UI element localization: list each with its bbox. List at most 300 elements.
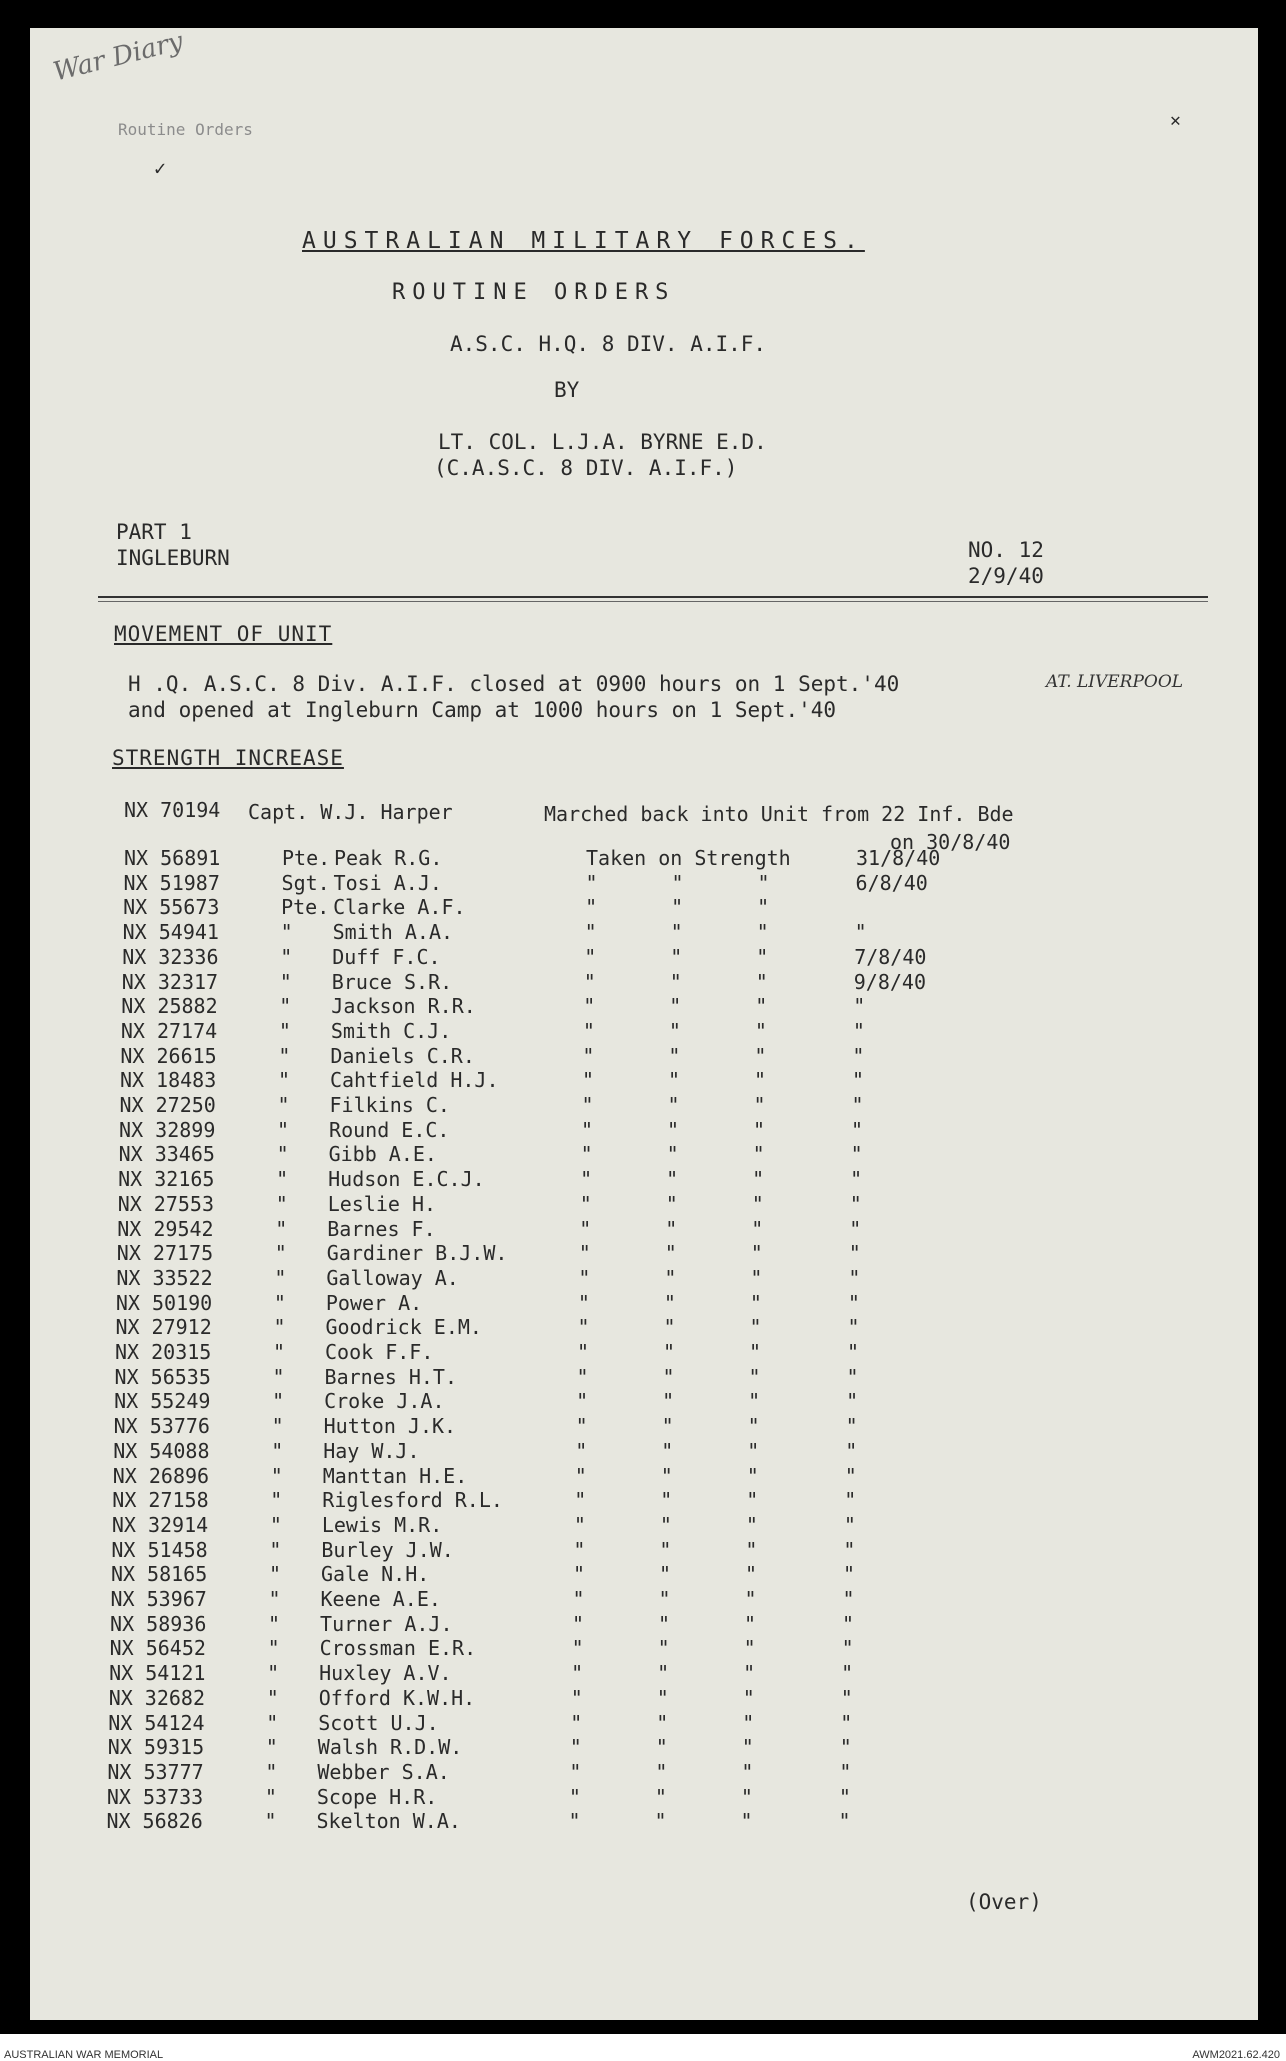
- status-cell: ": [575, 1414, 588, 1439]
- name-cell: Bruce S.R.: [331, 969, 453, 994]
- ditto-cell: ": [757, 895, 770, 920]
- name-cell: Cahtfield H.J.: [329, 1068, 499, 1093]
- service-number: NX 32317: [121, 969, 219, 994]
- ditto-cell: ": [742, 1685, 755, 1710]
- date-cell: ": [841, 1661, 854, 1686]
- table-row: [120, 1068, 1020, 1092]
- date-cell: ": [846, 1389, 859, 1414]
- service-number: NX 53967: [110, 1587, 207, 1611]
- ditto-cell: ": [663, 1340, 676, 1364]
- status-cell: ": [579, 1216, 592, 1241]
- ditto-cell: ": [664, 1241, 677, 1266]
- status-cell: ": [570, 1710, 583, 1735]
- first-entry-number: NX 70194: [124, 798, 221, 822]
- name-cell: Smith A.A.: [332, 920, 454, 945]
- ditto-cell: ": [668, 1043, 681, 1068]
- service-number: NX 18483: [119, 1068, 217, 1093]
- status-cell: ": [584, 944, 597, 969]
- table-row: [119, 1142, 1019, 1166]
- table-row: [107, 1760, 1007, 1784]
- rank-cell: ": [265, 1735, 278, 1760]
- rank-cell: Pte.: [282, 846, 331, 870]
- rank-cell: ": [270, 1463, 283, 1488]
- status-cell: ": [571, 1636, 584, 1661]
- status-cell: ": [580, 1167, 593, 1192]
- ditto-cell: ": [658, 1587, 671, 1611]
- rank-cell: ": [276, 1142, 289, 1167]
- date-cell: ": [839, 1759, 852, 1784]
- service-number: NX 53776: [113, 1414, 210, 1439]
- ditto-cell: ": [749, 1290, 762, 1315]
- ditto-cell: ": [654, 1784, 667, 1809]
- rank-cell: ": [272, 1389, 285, 1414]
- ditto-cell: ": [671, 870, 684, 895]
- name-cell: Goodrick E.M.: [325, 1315, 482, 1340]
- ditto-cell: ": [753, 1093, 766, 1117]
- service-number: NX 56891: [124, 846, 221, 870]
- date-cell: ": [847, 1315, 860, 1340]
- order-date: 2/9/40: [968, 564, 1044, 588]
- status-cell: ": [568, 1784, 581, 1809]
- date-cell: 6/8/40: [855, 870, 928, 895]
- service-number: NX 26615: [120, 1043, 217, 1068]
- ditto-cell: ": [663, 1315, 676, 1340]
- service-number: NX 27158: [112, 1488, 209, 1513]
- ditto-cell: ": [741, 1735, 754, 1760]
- ditto-cell: ": [745, 1537, 758, 1562]
- table-row: [120, 1093, 1020, 1117]
- table-row: [109, 1661, 1009, 1685]
- service-number: NX 33522: [116, 1265, 213, 1290]
- ditto-cell: ": [658, 1562, 671, 1587]
- table-row: [120, 1044, 1020, 1068]
- ditto-cell: ": [659, 1512, 672, 1537]
- table-row: [106, 1809, 1006, 1833]
- rank-cell: ": [264, 1784, 277, 1809]
- table-row: [122, 945, 1022, 969]
- ditto-cell: ": [748, 1389, 761, 1414]
- name-cell: Gardiner B.J.W.: [326, 1241, 508, 1266]
- name-cell: Hudson E.C.J.: [328, 1167, 485, 1192]
- service-number: NX 32682: [108, 1685, 206, 1710]
- first-entry-action: Marched back into Unit from 22 Inf. Bde: [544, 802, 1014, 826]
- ditto-cell: ": [750, 1241, 763, 1266]
- rank-cell: ": [268, 1562, 281, 1587]
- rank-cell: ": [279, 969, 292, 994]
- name-cell: Filkins C.: [329, 1093, 450, 1117]
- name-cell: Barnes H.T.: [324, 1364, 457, 1389]
- table-row: [110, 1612, 1010, 1636]
- name-cell: Huxley A.V.: [319, 1661, 452, 1686]
- date-cell: ": [844, 1463, 857, 1488]
- status-cell: ": [581, 1068, 594, 1093]
- part-label: PART 1: [116, 520, 192, 544]
- status-cell: ": [582, 1043, 595, 1068]
- ditto-cell: ": [752, 1142, 765, 1167]
- status-cell: ": [577, 1315, 590, 1340]
- rank-cell: ": [269, 1537, 282, 1562]
- service-number: NX 32914: [111, 1512, 209, 1537]
- first-entry-name: Capt. W.J. Harper: [248, 800, 453, 824]
- ditto-cell: ": [654, 1809, 667, 1834]
- ditto-cell: ": [744, 1562, 757, 1587]
- date-cell: ": [842, 1587, 855, 1611]
- status-cell: ": [578, 1265, 591, 1290]
- table-row: [124, 871, 1024, 895]
- name-cell: Daniels C.R.: [330, 1043, 475, 1068]
- status-cell: ": [579, 1191, 592, 1216]
- status-cell: ": [570, 1685, 583, 1710]
- status-cell: ": [573, 1512, 586, 1537]
- page-title: AUSTRALIAN MILITARY FORCES.: [302, 228, 865, 254]
- ditto-cell: ": [665, 1216, 678, 1241]
- ditto-cell: ": [756, 944, 769, 969]
- table-row: [114, 1389, 1014, 1413]
- table-row: [116, 1291, 1016, 1315]
- service-number: NX 20315: [115, 1340, 212, 1364]
- name-cell: Manttan H.E.: [322, 1463, 468, 1488]
- date-cell: ": [848, 1265, 861, 1290]
- status-cell: ": [583, 969, 596, 994]
- ditto-cell: ": [751, 1216, 764, 1241]
- name-cell: Lewis M.R.: [321, 1512, 443, 1537]
- ditto-cell: ": [656, 1710, 669, 1735]
- table-row: [111, 1587, 1011, 1611]
- ditto-cell: ": [669, 994, 682, 1019]
- table-row: [117, 1241, 1017, 1265]
- divider-rule-2: [98, 601, 1208, 602]
- rank-cell: ": [280, 944, 293, 969]
- ditto-cell: ": [745, 1512, 758, 1537]
- date-cell: ": [852, 1043, 865, 1068]
- date-cell: ": [850, 1167, 863, 1192]
- rank-cell: ": [280, 920, 293, 945]
- status-cell: ": [583, 994, 596, 1019]
- name-cell: Barnes F.: [327, 1216, 436, 1241]
- rank-cell: ": [275, 1216, 288, 1241]
- ditto-cell: ": [746, 1463, 759, 1488]
- table-row: [116, 1266, 1016, 1290]
- ditto-cell: ": [666, 1167, 679, 1192]
- ditto-cell: ": [665, 1191, 678, 1216]
- date-cell: 7/8/40: [854, 944, 927, 969]
- ditto-cell: ": [752, 1167, 765, 1192]
- document-page: [30, 28, 1258, 2020]
- table-row: [109, 1686, 1009, 1710]
- date-cell: ": [850, 1142, 863, 1167]
- rank-cell: ": [279, 994, 292, 1019]
- archive-credit: AUSTRALIAN WAR MEMORIAL: [4, 2049, 164, 2061]
- over-note: (Over): [966, 1890, 1042, 1914]
- date-cell: ": [849, 1216, 862, 1241]
- ditto-cell: ": [667, 1093, 680, 1117]
- first-entry-date: on 30/8/40: [890, 830, 1011, 854]
- status-cell: Taken on Strength: [586, 846, 791, 870]
- name-cell: Gale N.H.: [320, 1562, 430, 1587]
- ditto-cell: ": [657, 1636, 670, 1661]
- date-cell: ": [854, 920, 867, 945]
- service-number: NX 53777: [107, 1759, 204, 1784]
- ditto-cell: ": [670, 920, 683, 945]
- rank-cell: ": [272, 1364, 285, 1389]
- rank-cell: Pte.: [281, 895, 330, 920]
- rank-cell: ": [273, 1315, 286, 1340]
- name-cell: Peak R.G.: [334, 846, 443, 870]
- rank-cell: ": [278, 1018, 291, 1043]
- name-cell: Galloway A.: [326, 1265, 459, 1290]
- table-row: [113, 1439, 1013, 1463]
- table-row: [107, 1785, 1007, 1809]
- rank-cell: ": [269, 1512, 282, 1537]
- ditto-cell: ": [656, 1685, 669, 1710]
- service-number: NX 55673: [123, 895, 220, 920]
- rank-cell: ": [267, 1636, 280, 1661]
- rank-cell: ": [270, 1488, 283, 1513]
- rank-cell: ": [274, 1241, 287, 1266]
- location-label: INGLEBURN: [116, 546, 230, 570]
- name-cell: Hay W.J.: [323, 1438, 420, 1463]
- ditto-cell: ": [655, 1735, 668, 1760]
- ditto-cell: ": [660, 1488, 673, 1513]
- tick-mark-icon: ✓: [154, 156, 167, 180]
- rank-cell: ": [278, 1043, 291, 1068]
- service-number: NX 27250: [119, 1093, 216, 1117]
- divider-rule: [98, 596, 1208, 598]
- table-row: [111, 1538, 1011, 1562]
- service-number: NX 56826: [106, 1809, 203, 1834]
- rank-cell: ": [274, 1265, 287, 1290]
- status-cell: ": [584, 920, 597, 945]
- service-number: NX 32899: [119, 1117, 216, 1142]
- ditto-cell: ": [657, 1661, 670, 1686]
- table-row: [113, 1464, 1013, 1488]
- date-cell: ": [838, 1784, 851, 1809]
- service-number: NX 58165: [110, 1562, 208, 1587]
- rank-cell: ": [271, 1414, 284, 1439]
- table-row: [119, 1118, 1019, 1142]
- status-cell: ": [572, 1562, 585, 1587]
- rank-cell: ": [273, 1340, 286, 1364]
- date-cell: ": [847, 1340, 860, 1364]
- date-cell: ": [845, 1438, 858, 1463]
- date-cell: ": [851, 1068, 864, 1093]
- table-row: [122, 970, 1022, 994]
- table-row: [124, 846, 1024, 870]
- ditto-cell: ": [740, 1809, 753, 1834]
- table-row: [110, 1636, 1010, 1660]
- date-cell: 31/8/40: [856, 846, 941, 870]
- service-number: NX 54941: [122, 920, 219, 945]
- name-cell: Offord K.W.H.: [318, 1685, 476, 1710]
- rank-cell: ": [275, 1191, 288, 1216]
- date-cell: ": [849, 1191, 862, 1216]
- service-number: NX 54121: [109, 1661, 206, 1686]
- officer-role: (C.A.S.C. 8 DIV. A.I.F.): [434, 456, 738, 480]
- name-cell: Jackson R.R.: [331, 994, 476, 1019]
- ditto-cell: ": [659, 1537, 672, 1562]
- ditto-cell: ": [661, 1438, 674, 1463]
- service-number: NX 26896: [112, 1463, 210, 1488]
- table-row: [118, 1192, 1018, 1216]
- date-cell: ": [842, 1611, 855, 1636]
- service-number: NX 59315: [107, 1735, 205, 1760]
- name-cell: Keene A.E.: [320, 1587, 441, 1611]
- by-line: BY: [554, 378, 580, 402]
- ditto-cell: ": [755, 969, 768, 994]
- status-cell: ": [581, 1093, 594, 1117]
- table-row: [112, 1513, 1012, 1537]
- ditto-cell: ": [750, 1265, 763, 1290]
- service-number: NX 53733: [106, 1784, 204, 1809]
- name-cell: Croke J.A.: [324, 1389, 445, 1414]
- ditto-cell: ": [743, 1661, 756, 1686]
- date-cell: ": [840, 1685, 853, 1710]
- status-cell: ": [582, 1018, 595, 1043]
- name-cell: Scope H.R.: [316, 1784, 438, 1809]
- status-cell: ": [569, 1759, 582, 1784]
- status-cell: ": [576, 1389, 589, 1414]
- ditto-cell: ": [747, 1414, 760, 1439]
- status-cell: ": [585, 870, 598, 895]
- table-row: [118, 1167, 1018, 1191]
- name-cell: Burley J.W.: [321, 1537, 454, 1562]
- date-cell: ": [845, 1414, 858, 1439]
- ditto-cell: ": [660, 1463, 673, 1488]
- movement-handwritten: AT. LIVERPOOL: [1046, 672, 1184, 692]
- ditto-cell: ": [749, 1340, 762, 1364]
- table-row: [123, 895, 1023, 919]
- table-row: [115, 1340, 1015, 1364]
- rank-cell: ": [277, 1068, 290, 1093]
- status-cell: ": [575, 1438, 588, 1463]
- ditto-cell: ": [746, 1488, 759, 1513]
- rank-cell: ": [271, 1438, 284, 1463]
- service-number: NX 27912: [115, 1315, 212, 1340]
- ditto-cell: ": [662, 1364, 675, 1389]
- rank-cell: ": [266, 1710, 279, 1735]
- pin-mark-icon: ✕: [1170, 110, 1181, 131]
- status-cell: ": [572, 1611, 585, 1636]
- service-number: NX 51458: [111, 1537, 208, 1562]
- date-cell: ": [843, 1512, 856, 1537]
- status-cell: ": [569, 1735, 582, 1760]
- page-subtitle: ROUTINE ORDERS: [392, 280, 676, 305]
- status-cell: ": [580, 1142, 593, 1167]
- rank-cell: ": [273, 1290, 286, 1315]
- name-cell: Hutton J.K.: [323, 1414, 457, 1439]
- ditto-cell: ": [741, 1759, 754, 1784]
- service-number: NX 58936: [110, 1611, 207, 1636]
- date-cell: ": [842, 1562, 855, 1587]
- status-cell: ": [574, 1463, 587, 1488]
- service-number: NX 27553: [117, 1191, 215, 1216]
- ditto-cell: ": [753, 1068, 766, 1093]
- status-cell: ": [577, 1290, 590, 1315]
- status-cell: ": [576, 1364, 589, 1389]
- name-cell: Power A.: [325, 1290, 423, 1315]
- service-number: NX 32165: [118, 1167, 215, 1192]
- table-row: [117, 1217, 1017, 1241]
- status-cell: ": [585, 895, 598, 920]
- rank-cell: ": [268, 1587, 281, 1611]
- service-number: NX 56535: [114, 1364, 211, 1389]
- table-row: [121, 994, 1021, 1018]
- ditto-cell: ": [667, 1068, 680, 1093]
- ditto-cell: ": [749, 1315, 762, 1340]
- service-number: NX 25882: [121, 994, 218, 1019]
- date-cell: ": [846, 1364, 859, 1389]
- rank-cell: ": [277, 1117, 290, 1142]
- name-cell: Tosi A.J.: [333, 870, 442, 895]
- rank-cell: ": [267, 1661, 280, 1686]
- ditto-cell: ": [755, 994, 768, 1019]
- date-cell: 9/8/40: [853, 969, 926, 994]
- table-row: [112, 1488, 1012, 1512]
- name-cell: Webber S.A.: [317, 1759, 450, 1784]
- name-cell: Walsh R.D.W.: [317, 1735, 463, 1760]
- table-row: [115, 1315, 1015, 1339]
- ditto-cell: ": [754, 1018, 767, 1043]
- rank-cell: Sgt.: [281, 870, 330, 895]
- status-cell: ": [571, 1661, 584, 1686]
- table-row: [111, 1562, 1011, 1586]
- table-row: [108, 1711, 1008, 1735]
- rank-cell: ": [265, 1759, 278, 1784]
- name-cell: Smith C.J.: [330, 1018, 452, 1043]
- name-cell: Scott U.J.: [318, 1710, 439, 1735]
- archive-footer: [0, 2034, 1286, 2061]
- rank-cell: ": [266, 1685, 279, 1710]
- name-cell: Gibb A.E.: [328, 1142, 437, 1167]
- ditto-cell: ": [658, 1611, 671, 1636]
- ditto-cell: ": [670, 944, 683, 969]
- ditto-cell: ": [662, 1389, 675, 1414]
- date-cell: ": [847, 1290, 860, 1315]
- order-number: NO. 12: [968, 538, 1044, 562]
- movement-line-2: and opened at Ingleburn Camp at 1000 hours on 1 Sept.'40: [128, 698, 837, 722]
- name-cell: Round E.C.: [329, 1117, 450, 1142]
- archive-reference: AWM2021.62.420: [1192, 2049, 1280, 2061]
- table-row: [121, 1019, 1021, 1043]
- ditto-cell: ": [740, 1784, 753, 1809]
- ditto-cell: ": [671, 895, 684, 920]
- officer-name: LT. COL. L.J.A. BYRNE E.D.: [438, 430, 767, 454]
- date-cell: ": [839, 1735, 852, 1760]
- date-cell: ": [852, 1018, 865, 1043]
- ditto-cell: ": [666, 1142, 679, 1167]
- service-number: NX 50190: [115, 1290, 213, 1315]
- name-cell: Turner A.J.: [320, 1611, 453, 1636]
- handwritten-note: War Diary: [50, 26, 187, 88]
- ditto-cell: ": [748, 1364, 761, 1389]
- date-cell: ": [843, 1537, 856, 1562]
- unit-line: A.S.C. H.Q. 8 DIV. A.I.F.: [450, 332, 767, 356]
- ditto-cell: ": [743, 1636, 756, 1661]
- date-cell: ": [838, 1809, 851, 1834]
- date-cell: ": [844, 1488, 857, 1513]
- ditto-cell: ": [667, 1117, 680, 1142]
- rank-cell: ": [264, 1809, 277, 1834]
- status-cell: ": [573, 1537, 586, 1562]
- movement-heading: MOVEMENT OF UNIT: [114, 622, 333, 646]
- ditto-cell: ": [655, 1759, 668, 1784]
- name-cell: Riglesford R.L.: [322, 1488, 503, 1513]
- ditto-cell: ": [753, 1117, 766, 1142]
- date-cell: ": [851, 1093, 864, 1117]
- status-cell: ": [578, 1241, 591, 1266]
- ditto-cell: ": [757, 870, 770, 895]
- ditto-cell: ": [744, 1611, 757, 1636]
